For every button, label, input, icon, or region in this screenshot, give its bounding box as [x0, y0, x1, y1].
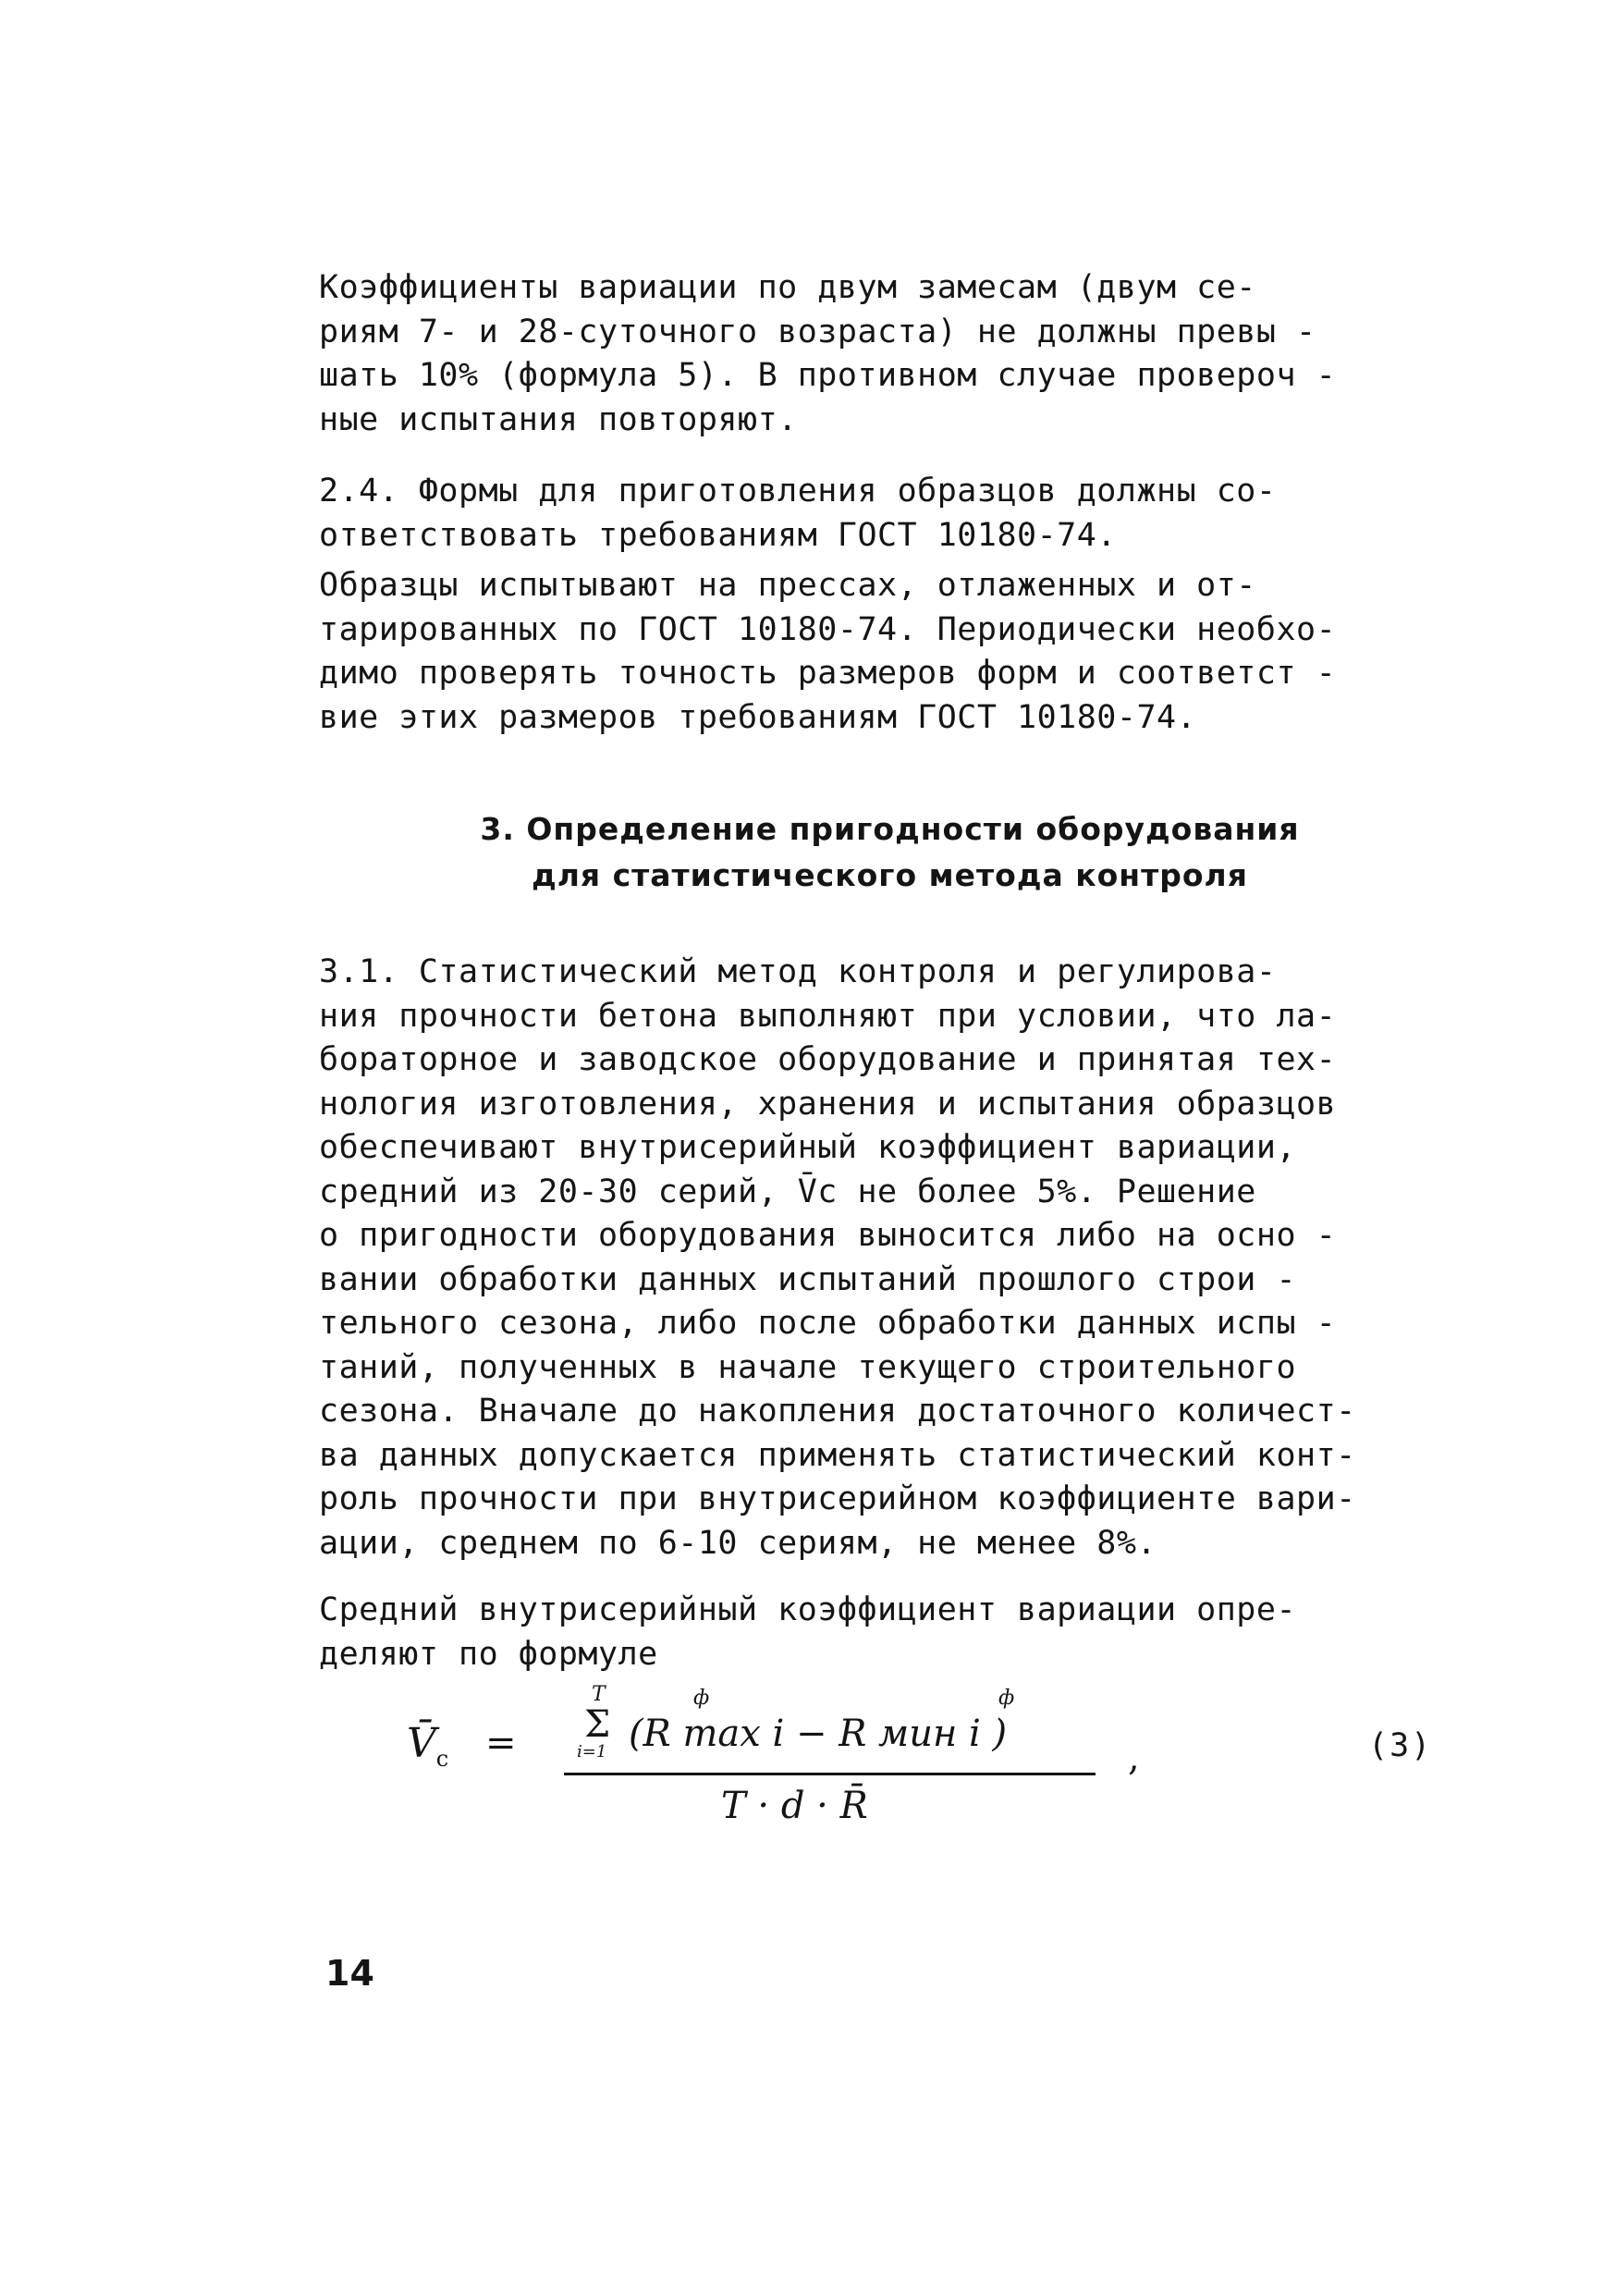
text-line: Средний внутрисерийный коэффициент вариации опре-: [319, 1591, 1297, 1628]
paragraph-2-4-forms: [319, 470, 1461, 558]
text-line: вании обработки данных испытаний прошлого строи -: [319, 1260, 1297, 1298]
equation-number: (3): [1368, 1727, 1433, 1764]
phi-superscript-max: ф: [693, 1687, 710, 1710]
text-line: бораторное и заводское оборудование и принятая тех-: [319, 1041, 1337, 1078]
text-line: Коэффициенты вариации по двум замесам (двум се-: [319, 269, 1256, 306]
formula-3: [398, 1683, 1461, 1849]
formula-denominator: T · d · R̄: [721, 1785, 868, 1827]
sum-upper-limit: T: [592, 1683, 606, 1706]
text-line: роль прочности при внутрисерийном коэффициенте вари-: [319, 1480, 1356, 1517]
formula-lhs: [407, 1720, 448, 1772]
text-line: таний, полученных в начале текущего строительного: [319, 1348, 1297, 1386]
text-line: обеспечивают внутрисерийный коэффициент вариации,: [319, 1129, 1297, 1166]
paragraph-formula-intro: [319, 1589, 1461, 1676]
text-line: сезона. Вначале до накопления достаточного количест-: [319, 1393, 1356, 1430]
text-line: нология изготовления, хранения и испытания образцов: [319, 1085, 1337, 1123]
text-line: вие этих размеров требованиям ГОСТ 10180-74.: [319, 698, 1197, 736]
paragraph-variation-coefficients: [319, 266, 1461, 442]
text-line: деляют по формуле: [319, 1635, 658, 1673]
heading-line-1: 3. Определение пригодности оборудования: [480, 811, 1300, 847]
section-heading: [319, 806, 1461, 899]
sum-symbol: Σ: [584, 1703, 611, 1746]
text-line: ации, среднем по 6-10 сериям, не менее 8%.: [319, 1524, 1157, 1562]
formula-equals: =: [485, 1722, 517, 1764]
text-line: шать 10% (формула 5). В противном случае провероч -: [319, 357, 1337, 394]
numerator-expression: (R max i − R мин i ): [629, 1713, 1008, 1755]
formula-lhs-symbol: V̄: [407, 1720, 436, 1767]
text-line: тельного сезона, либо после обработки данных испы -: [319, 1305, 1337, 1342]
text-line: 2.4. Формы для приготовления образцов должны со-: [319, 473, 1277, 510]
sum-lower-limit: i=1: [577, 1742, 607, 1762]
text-line: о пригодности оборудования выносится либо на осно -: [319, 1217, 1337, 1254]
text-line: ные испытания повторяют.: [319, 400, 798, 438]
formula-numerator: [564, 1683, 1128, 1771]
formula-lhs-subscript: c: [435, 1745, 449, 1772]
fraction-bar: [564, 1773, 1096, 1775]
text-line: димо проверять точность размеров форм и соответст -: [319, 655, 1337, 692]
text-line: Образцы испытывают на прессах, отлаженных и от-: [319, 567, 1256, 604]
page-number: 14: [325, 1953, 374, 1994]
formula-comma: ,: [1128, 1737, 1140, 1779]
text-line: ва данных допускается применять статистический конт-: [319, 1436, 1356, 1474]
heading-line-2: для статистического метода контроля: [532, 857, 1248, 893]
text-line: тарированных по ГОСТ 10180-74. Периодически необхо-: [319, 610, 1337, 648]
text-line: 3.1. Статистический метод контроля и регулирова-: [319, 953, 1277, 990]
paragraph-presses: [319, 564, 1461, 740]
paragraph-3-1-statistical-method: [319, 951, 1461, 1565]
text-line: ния прочности бетона выполняют при условии, что ла-: [319, 997, 1337, 1035]
text-line: риям 7- и 28-суточного возраста) не должны превы -: [319, 313, 1316, 350]
text-line: ответствовать требованиям ГОСТ 10180-74.: [319, 516, 1117, 554]
text-line: средний из 20-30 серий, V̄c не более 5%. Решение: [319, 1173, 1256, 1210]
phi-superscript-min: ф: [998, 1687, 1015, 1710]
